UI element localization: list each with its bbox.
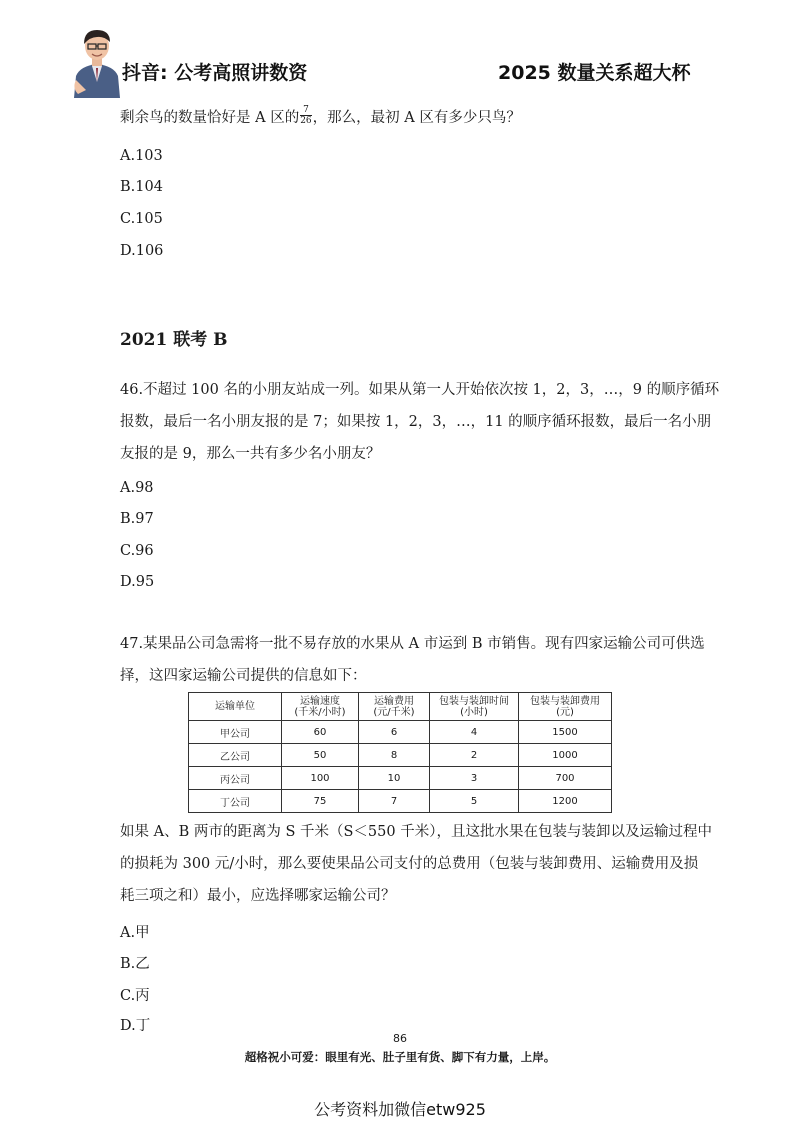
cell: 1200 [519,790,612,813]
header-right-title: 2025 数量关系超大杯 [498,62,691,84]
q47-line-1: 47.某果品公司急需将一批不易存放的水果从 A 市运到 B 市销售。现有四家运输公司可供选 [120,636,705,652]
option-c: C.105 [120,211,163,227]
table-row [189,721,612,744]
q47-line-2: 择，这四家运输公司提供的信息如下： [120,668,367,684]
question-text-after: ，那么，最初 A 区有多少只鸟？ [312,110,521,126]
q46-option-d: D.95 [120,574,155,590]
header-left-title: 抖音: 公考高照讲数资 [122,62,308,84]
cell: 甲公司 [189,721,282,744]
table-header-row [189,693,612,721]
question-text-before: 剩余鸟的数量恰好是 A 区的 [120,110,300,126]
author-avatar [70,24,124,98]
q47-after-line-1: 如果 A、B 两市的距离为 S 千米（S＜550 千米），且这批水果在包装与装卸以及运输过程中 [120,824,712,840]
q46-line-3: 友报的是 9，那么一共有多少名小朋友？ [120,446,381,462]
page-header [0,0,800,100]
question-continuation [120,102,521,134]
cell: 10 [359,767,430,790]
option-a: A.103 [120,148,163,164]
watermark-text: 公考资料加微信etw925 [314,1100,486,1119]
q47-after-line-3: 耗三项之和）最小，应选择哪家运输公司？ [120,888,396,904]
table-row [189,790,612,813]
page-number: 86 [393,1032,407,1045]
cell: 1000 [519,744,612,767]
option-b: B.104 [120,179,163,195]
q47-option-d: D.丁 [120,1018,151,1034]
q47-option-a: A.甲 [120,925,150,941]
cell: 7 [359,790,430,813]
cell: 1500 [519,721,612,744]
header-cost: 运输费用 (元/千米) [359,693,430,721]
table-row [189,767,612,790]
cell: 丁公司 [189,790,282,813]
option-d: D.106 [120,243,164,259]
q46-option-a: A.98 [120,480,154,496]
cell: 700 [519,767,612,790]
cell: 75 [282,790,359,813]
cell: 4 [430,721,519,744]
cell: 6 [359,721,430,744]
fraction-denominator: 26 [300,115,312,126]
cell: 3 [430,767,519,790]
q47-after-line-2: 的损耗为 300 元/小时，那么要使果品公司支付的总费用（包装与装卸费用、运输费用及损 [120,856,699,872]
cell: 50 [282,744,359,767]
header-unit: 运输单位 [189,693,282,721]
footer-slogan: 超格祝小可爱：眼里有光、肚子里有货、脚下有力量，上岸。 [244,1050,556,1064]
q46-line-1: 46.不超过 100 名的小朋友站成一列。如果从第一人开始依次按 1，2，3，…，9 的顺序循环 [120,382,720,398]
q47-option-b: B.乙 [120,956,150,972]
header-pack-time: 包装与装卸时间 (小时) [430,693,519,721]
cell: 8 [359,744,430,767]
header-pack-cost: 包装与装卸费用 (元) [519,693,612,721]
q46-line-2: 报数，最后一名小朋友报的是 7；如果按 1，2，3，…，11 的顺序循环报数，最后一名小朋 [120,414,712,430]
section-title: 2021 联考 B [120,330,228,350]
q46-option-c: C.96 [120,543,154,559]
cell: 60 [282,721,359,744]
cell: 2 [430,744,519,767]
fraction [300,105,311,126]
cell: 100 [282,767,359,790]
q47-option-c: C.丙 [120,988,150,1004]
header-speed: 运输速度 (千米/小时) [282,693,359,721]
table-row [189,744,612,767]
cell: 5 [430,790,519,813]
fraction-numerator: 7 [300,105,311,116]
cell: 丙公司 [189,767,282,790]
transport-table [188,692,612,813]
q46-option-b: B.97 [120,511,154,527]
cell: 乙公司 [189,744,282,767]
